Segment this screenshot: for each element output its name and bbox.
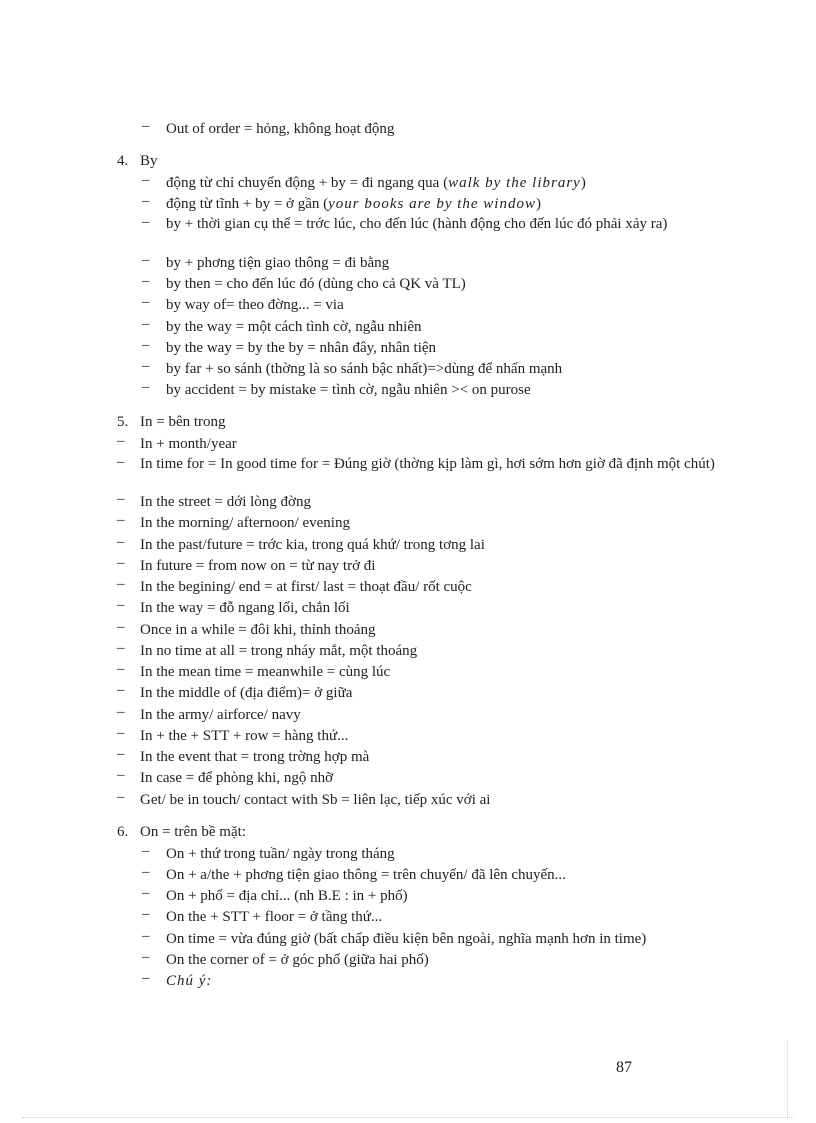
dash-bullet: – bbox=[142, 885, 150, 901]
dash-bullet: – bbox=[117, 454, 125, 470]
list-item-text: by then = cho đến lúc đó (dùng cho cả QK và TL) bbox=[166, 276, 466, 292]
list-item-text: Get/ be in touch/ contact with Sb = liên lạc, tiếp xúc với ai bbox=[140, 792, 491, 808]
section-number: 5. bbox=[117, 414, 129, 430]
section-number: 4. bbox=[117, 153, 129, 169]
dash-bullet: – bbox=[117, 640, 125, 656]
dash-bullet: – bbox=[117, 661, 125, 677]
dash-bullet: – bbox=[117, 682, 125, 698]
dash-bullet: – bbox=[142, 316, 150, 332]
list-item-text: In case = để phòng khi, ngộ nhỡ bbox=[140, 770, 334, 786]
dash-bullet: – bbox=[142, 193, 150, 209]
dash-bullet: – bbox=[117, 597, 125, 613]
dash-bullet: – bbox=[117, 619, 125, 635]
section-number: 6. bbox=[117, 824, 129, 840]
dash-bullet: – bbox=[117, 576, 125, 592]
list-item-text: by + phơng tiện giao thông = đi bằng bbox=[166, 255, 390, 271]
list-item-text: In the middle of (địa điểm)= ở giữa bbox=[140, 685, 353, 701]
list-item-text: On the corner of = ở góc phố (giữa hai phố) bbox=[166, 952, 429, 968]
dash-bullet: – bbox=[117, 725, 125, 741]
list-item-text: by accident = by mistake = tình cờ, ngẫu nhiên >< on purose bbox=[166, 382, 531, 398]
list-item-text: On + a/the + phơng tiện giao thông = trên chuyến/ đã lên chuyến... bbox=[166, 867, 566, 883]
dash-bullet: – bbox=[117, 767, 125, 783]
example-italic: your books are by the window bbox=[328, 196, 536, 212]
dash-bullet: – bbox=[142, 928, 150, 944]
list-item-text: On the + STT + floor = ở tầng thứ... bbox=[166, 909, 383, 925]
dash-bullet: – bbox=[142, 337, 150, 353]
list-item-text: by the way = by the by = nhân đây, nhân tiện bbox=[166, 340, 437, 356]
dash-bullet: – bbox=[142, 864, 150, 880]
list-item-text: by the way = một cách tình cờ, ngẫu nhiên bbox=[166, 319, 422, 335]
dash-bullet: – bbox=[117, 512, 125, 528]
list-item-text: by far + so sánh (thờng là so sánh bậc nhất)=>dùng để nhấn mạnh bbox=[166, 361, 563, 377]
list-item-text: In no time at all = trong nháy mắt, một thoáng bbox=[140, 643, 418, 659]
dash-bullet: – bbox=[142, 843, 150, 859]
dash-bullet: – bbox=[142, 358, 150, 374]
list-item-text: On + phố = địa chỉ... (nh B.E : in + phố) bbox=[166, 888, 408, 904]
section-title: On = trên bề mặt: bbox=[140, 824, 246, 840]
list-item-text: động từ tĩnh + by = ở gần (your books are by the window) bbox=[166, 196, 541, 212]
list-item-text: Once in a while = đôi khi, thỉnh thoảng bbox=[140, 622, 376, 638]
list-item-text: In the morning/ afternoon/ evening bbox=[140, 515, 350, 531]
note-label: Chú ý: bbox=[166, 973, 213, 989]
list-item-text: In the street = dới lòng đờng bbox=[140, 494, 311, 510]
dash-bullet: – bbox=[117, 534, 125, 550]
dash-bullet: – bbox=[117, 789, 125, 805]
dash-bullet: – bbox=[142, 273, 150, 289]
list-item-text: In + the + STT + row = hàng thứ... bbox=[140, 728, 349, 744]
list-item-text: by + thời gian cụ thể = trớc lúc, cho đến lúc (hành động cho đến lúc đó phải xảy ra) bbox=[166, 216, 668, 232]
list-item-text: In the past/future = trớc kia, trong quá khứ/ trong tơng lai bbox=[140, 537, 485, 553]
list-item-text: In the begining/ end = at first/ last = thoạt đầu/ rốt cuộc bbox=[140, 579, 472, 595]
example-italic: walk by the library bbox=[448, 175, 581, 191]
list-item-text: On time = vừa đúng giờ (bất chấp điều kiện bên ngoài, nghĩa mạnh hơn in time) bbox=[166, 931, 647, 947]
section-title: By bbox=[140, 153, 158, 169]
page-number: 87 bbox=[616, 1059, 632, 1076]
dash-bullet: – bbox=[117, 746, 125, 762]
dash-bullet: – bbox=[142, 294, 150, 310]
dash-bullet: – bbox=[142, 949, 150, 965]
list-item-text: In the army/ airforce/ navy bbox=[140, 707, 301, 723]
list-item-text: động từ chỉ chuyển động + by = đi ngang qua (walk by the library) bbox=[166, 175, 586, 191]
list-item-text: In the mean time = meanwhile = cùng lúc bbox=[140, 664, 391, 680]
dash-bullet: – bbox=[142, 379, 150, 395]
section-title: In = bên trong bbox=[140, 414, 226, 430]
list-item-text: In future = from now on = từ nay trở đi bbox=[140, 558, 376, 574]
list-item-text: In the way = đỗ ngang lối, chắn lối bbox=[140, 600, 350, 616]
list-item-text: In time for = In good time for = Đúng giờ (thờng kịp làm gì, hơi sớm hơn giờ đã định một chút) bbox=[140, 456, 715, 472]
dash-bullet: – bbox=[117, 433, 125, 449]
list-item-text: Out of order = hỏng, không hoạt động bbox=[166, 121, 395, 137]
dash-bullet: – bbox=[142, 214, 150, 230]
dash-bullet: – bbox=[142, 118, 150, 134]
list-item-text: In + month/year bbox=[140, 436, 237, 452]
dash-bullet: – bbox=[142, 906, 150, 922]
dash-bullet: – bbox=[142, 172, 150, 188]
page-bottom-rule bbox=[22, 1117, 794, 1118]
dash-bullet: – bbox=[117, 491, 125, 507]
dash-bullet: – bbox=[117, 555, 125, 571]
dash-bullet: – bbox=[142, 970, 150, 986]
list-item-text: by way of= theo đờng... = via bbox=[166, 297, 344, 313]
dash-bullet: – bbox=[117, 704, 125, 720]
list-item-text: In the event that = trong trờng hợp mà bbox=[140, 749, 370, 765]
list-item-text: On + thứ trong tuần/ ngày trong tháng bbox=[166, 846, 395, 862]
dash-bullet: – bbox=[142, 252, 150, 268]
page-edge-rule bbox=[787, 1040, 788, 1117]
